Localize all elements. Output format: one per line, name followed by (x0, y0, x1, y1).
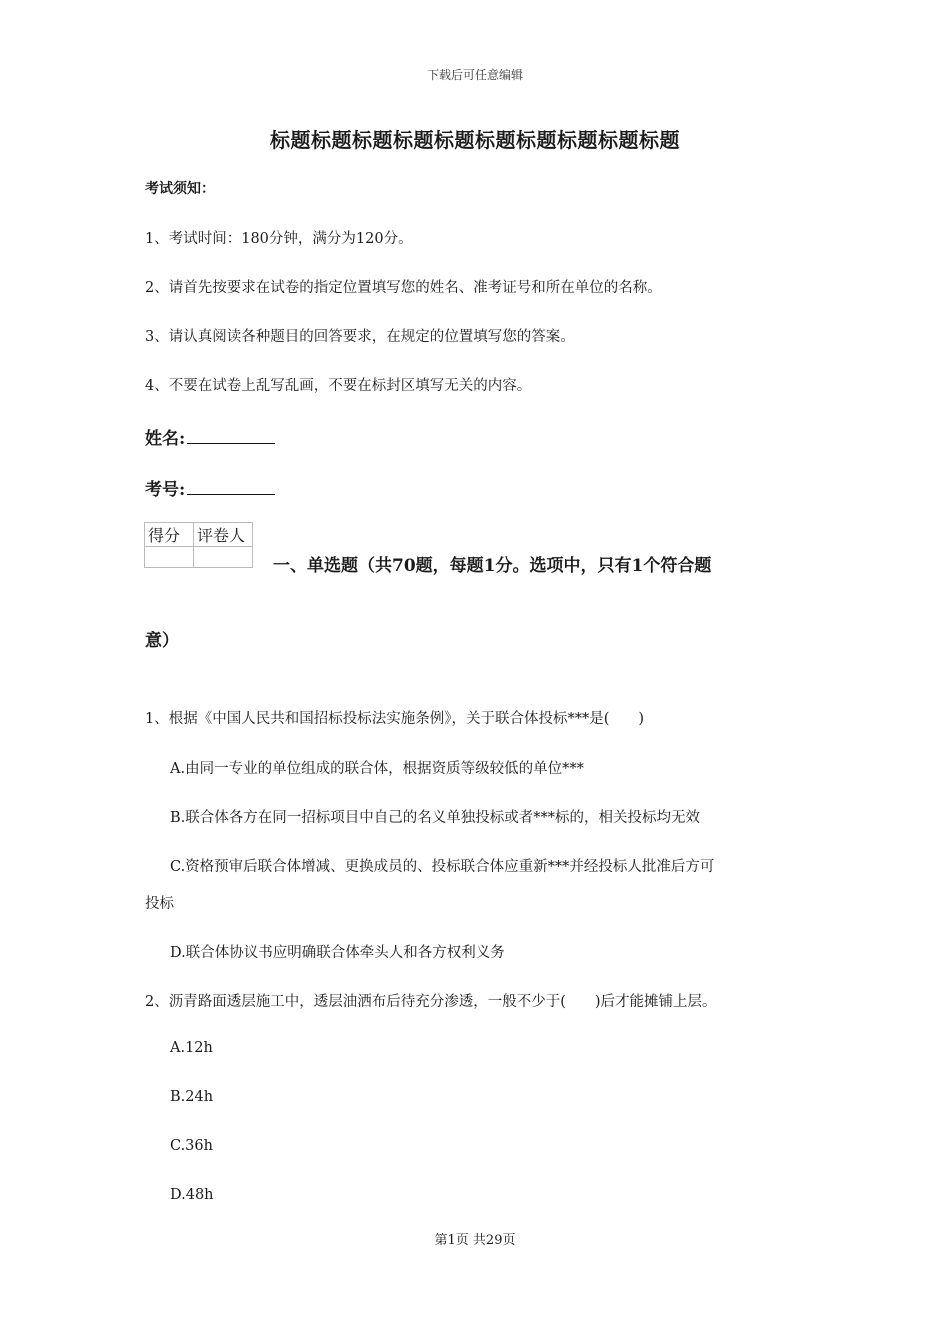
question-2-option-d: D.48h (170, 1187, 214, 1203)
question-1-stem: 1、根据《中国人民共和国招标投标法实施条例》，关于联合体投标***是( ) (145, 711, 645, 727)
grader-cell (194, 547, 253, 568)
name-blank-line[interactable] (187, 427, 275, 444)
score-header: 得分 (145, 523, 194, 547)
question-1-option-a: A.由同一专业的单位组成的联合体，根据资质等级较低的单位*** (170, 761, 584, 777)
exam-number-field (145, 475, 275, 500)
name-field (145, 424, 275, 449)
score-table (144, 522, 253, 568)
header-note: 下载后可任意编辑 (426, 68, 523, 82)
page-footer: 第1页 共29页 (434, 1233, 516, 1248)
notice-item-1: 1、考试时间：180分钟，满分为120分。 (145, 231, 413, 247)
question-1-option-d: D.联合体协议书应明确联合体牵头人和各方权利义务 (170, 945, 505, 961)
grader-header: 评卷人 (194, 523, 253, 547)
score-cell (145, 547, 194, 568)
question-1-option-c-continued: 投标 (145, 896, 174, 912)
section-heading-line1: 一、单选题（共70题，每题1分。选项中，只有1个符合题 (273, 556, 712, 576)
question-1-option-b: B.联合体各方在同一招标项目中自己的名义单独投标或者***标的，相关投标均无效 (170, 810, 701, 826)
name-label: 姓名: (145, 429, 186, 449)
notice-heading: 考试须知： (145, 181, 215, 197)
notice-item-2: 2、请首先按要求在试卷的指定位置填写您的姓名、准考证号和所在单位的名称。 (145, 280, 662, 296)
question-1-option-c: C.资格预审后联合体增减、更换成员的、投标联合体应重新***并经投标人批准后方可 (170, 859, 715, 875)
question-2-option-a: A.12h (170, 1040, 213, 1056)
notice-item-4: 4、不要在试卷上乱写乱画，不要在标封区填写无关的内容。 (145, 378, 532, 394)
exam-number-blank-line[interactable] (187, 478, 275, 495)
section-heading-line2: 意） (145, 631, 179, 651)
question-2-stem: 2、沥青路面透层施工中，透层油洒布后待充分渗透，一般不少于( )后才能摊铺上层。 (145, 994, 717, 1010)
document-title: 标题标题标题标题标题标题标题标题标题标题 (270, 128, 680, 152)
exam-number-label: 考号: (145, 480, 186, 500)
question-2-option-c: C.36h (170, 1138, 213, 1154)
notice-item-3: 3、请认真阅读各种题目的回答要求，在规定的位置填写您的答案。 (145, 329, 575, 345)
question-2-option-b: B.24h (170, 1089, 214, 1105)
